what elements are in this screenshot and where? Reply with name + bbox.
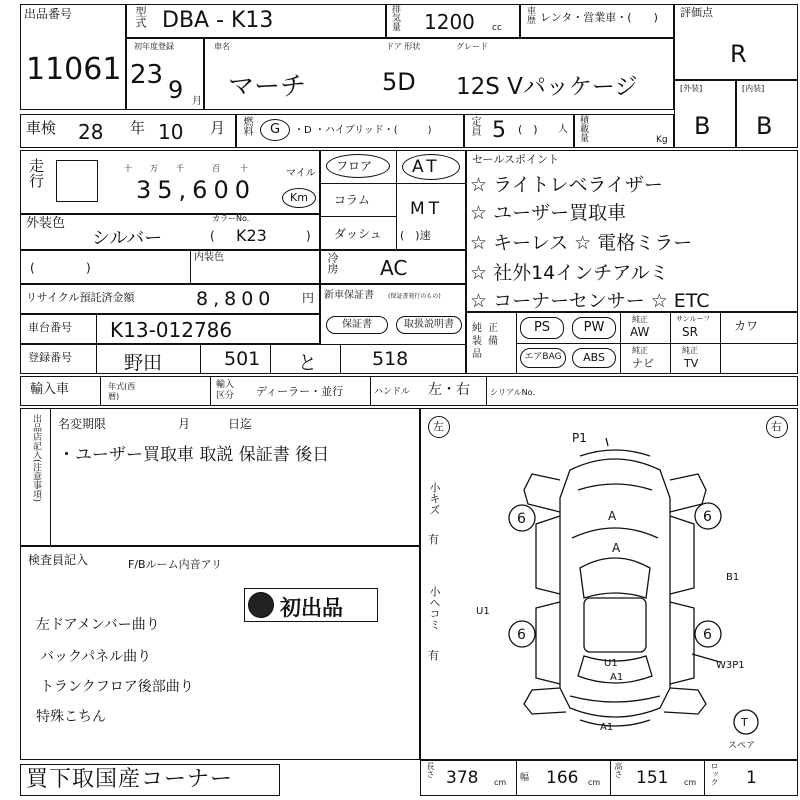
plate-div-1 xyxy=(96,344,97,374)
int-paren-open: ( xyxy=(30,261,35,275)
at-label: AT xyxy=(412,157,441,177)
serial-label: シリアルNo. xyxy=(490,388,535,397)
displacement-unit: cc xyxy=(492,23,502,33)
mark-b1: B1 xyxy=(726,572,740,583)
ext-grade-label: [外装] xyxy=(680,84,703,93)
load-unit: Kg xyxy=(656,135,668,145)
inspector-note-2: バックパネル曲り xyxy=(40,649,152,665)
height-unit: cm xyxy=(684,778,697,787)
doors: 5D xyxy=(382,68,416,96)
color-paren-close: ) xyxy=(306,229,311,243)
color-no-label: カラーNo. xyxy=(212,214,250,223)
car-name: マーチ xyxy=(228,72,307,102)
first-reg-label: 初年度登録 xyxy=(134,42,174,51)
capacity-extra: ( ) xyxy=(518,123,538,136)
inspector-note-3: トランクフロア後部曲り xyxy=(40,679,194,695)
plate-div-2 xyxy=(200,344,201,374)
fuel-label: 燃料 xyxy=(241,116,252,136)
warranty-label: 新車保証書 xyxy=(324,290,374,301)
legend-small-dent: 小ヘコミ xyxy=(428,586,441,630)
int-grade: B xyxy=(756,112,773,140)
capacity-label: 定員 xyxy=(469,116,480,136)
speed-label: ( )速 xyxy=(400,229,431,242)
inspection-month-suffix: 月 xyxy=(210,119,226,137)
color-no: K23 xyxy=(236,226,267,245)
diagram-left-label: 左 xyxy=(433,420,444,433)
dim-div-3 xyxy=(704,760,705,796)
length-label: 長さ xyxy=(426,762,435,778)
mark-a1-1: A1 xyxy=(600,722,614,733)
length-value: 378 xyxy=(446,768,479,788)
import-div-3 xyxy=(370,376,371,406)
legend-have-1: 有 xyxy=(428,533,439,546)
mileage-km-label: Km xyxy=(290,191,308,204)
width-label: 幅 xyxy=(520,773,530,783)
dash-label: ダッシュ xyxy=(334,227,382,241)
grade-name-label: グレード xyxy=(456,42,488,51)
ext-color-label: 外装色 xyxy=(26,216,66,231)
equip-pw: PW xyxy=(572,317,616,339)
int-color-divider xyxy=(190,250,191,284)
chassis-divider xyxy=(96,314,97,344)
history-label: 車歴 xyxy=(525,6,535,24)
inspection-month: 10 xyxy=(158,120,184,144)
history-options: レンタ・営業車・( ) xyxy=(540,11,658,24)
fuel-g: G xyxy=(270,122,281,137)
diagram-right-label: 右 xyxy=(771,420,782,433)
deadline-day: 日迄 xyxy=(228,417,253,431)
plate-div-3 xyxy=(270,344,271,374)
equip-aw-top: 純正 xyxy=(632,315,648,324)
int-color-label: 内装色 xyxy=(194,252,224,263)
int-paren-close: ) xyxy=(86,261,91,275)
equip-aw: AW xyxy=(630,325,650,339)
mileage-unit-1: 十 xyxy=(124,164,132,173)
shift-divider xyxy=(396,150,397,250)
recycle-label: リサイクル預託済金額 xyxy=(26,291,135,304)
sales-points-title: セールスポイント xyxy=(472,153,560,166)
lock-label: ロック xyxy=(710,762,719,786)
recycle-value: 8,800 xyxy=(196,288,276,310)
plate-region: 野田 xyxy=(124,352,163,374)
mark-6-4: 6 xyxy=(703,627,712,643)
exhibitor-divider xyxy=(50,408,51,546)
grade-name: 12S Vパッケージ xyxy=(456,74,638,100)
length-unit: cm xyxy=(494,778,507,787)
chassis-value: K13-012786 xyxy=(110,318,233,342)
mileage-unit-4: 百 xyxy=(212,164,220,173)
mileage-digit-box xyxy=(56,160,98,202)
warranty-sub: (保証書発行のもの) xyxy=(388,293,441,300)
model-label: 型式 xyxy=(134,6,147,28)
spare-mark: T xyxy=(741,716,748,729)
mark-a-2: A xyxy=(612,541,621,555)
exhibitor-side-label: 出品店記入(注意事項) xyxy=(31,414,41,503)
import-div-1 xyxy=(100,376,101,406)
grade-label: 評価点 xyxy=(680,6,713,19)
sales-point-4: ☆ 社外14インチアルミ xyxy=(470,262,669,284)
stamp-text: 初出品 xyxy=(280,596,343,620)
capacity-unit: 人 xyxy=(558,124,568,135)
equip-tv-top: 純正 xyxy=(682,346,698,355)
mileage-mile-label: マイル xyxy=(286,168,316,179)
ext-color-value: シルバー xyxy=(92,228,163,249)
int-grade-label: [内装] xyxy=(742,84,765,93)
capacity-value: 5 xyxy=(492,118,506,143)
mark-w3p1: W3P1 xyxy=(716,660,745,671)
shift-line-2 xyxy=(320,216,396,217)
exhibitor-note: ・ユーザー買取車 取説 保証書 後日 xyxy=(58,445,330,465)
car-name-label: 車名 xyxy=(214,42,230,51)
mark-u1-2: U1 xyxy=(604,658,618,669)
sales-point-3: ☆ キーレス ☆ 電格ミラー xyxy=(470,232,693,254)
mileage-value: 35,600 xyxy=(136,176,256,204)
mark-u1-1: U1 xyxy=(476,606,490,617)
inspector-label: 検査員記入 xyxy=(28,553,89,567)
car-diagram xyxy=(420,408,798,760)
dim-div-2 xyxy=(610,760,611,796)
mark-a-1: A xyxy=(608,509,617,523)
displacement-value: 1200 xyxy=(424,10,475,34)
mark-p1: P1 xyxy=(572,431,587,445)
model-code: DBA - K13 xyxy=(162,8,274,33)
mileage-label: 走行 xyxy=(27,158,45,188)
import-div-2 xyxy=(210,376,211,406)
import-year-label: 年式(西暦) xyxy=(108,382,136,401)
import-label: 輸入車 xyxy=(30,382,70,397)
width-unit: cm xyxy=(588,778,601,787)
mileage-unit-3: 千 xyxy=(176,164,184,173)
inspector-note-top: F/Bルーム内音アリ xyxy=(128,558,223,571)
inspector-note-4: 特殊こちん xyxy=(36,709,106,725)
mileage-unit-5: 十 xyxy=(240,164,248,173)
manual-book: 取扱説明書 xyxy=(396,316,462,334)
plate-kana: と xyxy=(298,352,318,374)
plate-class: 501 xyxy=(224,348,261,370)
handle-value: 左・右 xyxy=(428,382,470,398)
legend-have-2: 有 xyxy=(428,649,439,662)
int-color-box xyxy=(20,250,320,284)
fuel-options: ・D ・ハイブリッド・( ) xyxy=(294,125,432,136)
stamp-logo-icon xyxy=(248,592,274,618)
ext-grade: B xyxy=(694,112,711,140)
height-value: 151 xyxy=(636,768,669,788)
load-label: 積載量 xyxy=(578,115,588,142)
lot-label: 出品番号 xyxy=(24,7,73,21)
chassis-label: 車台番号 xyxy=(28,321,72,334)
equip-navi: ナビ xyxy=(632,357,654,370)
lot-number: 11061 xyxy=(26,52,122,87)
plate-label: 登録番号 xyxy=(28,351,72,364)
equip-abs: ABS xyxy=(572,348,616,368)
equip-mid-line xyxy=(516,343,798,344)
legend-small-scratch: 小キズ xyxy=(428,482,441,515)
handle-label: ハンドル xyxy=(374,387,411,397)
deadline-month: 月 xyxy=(178,417,191,431)
equip-ps: PS xyxy=(520,317,564,339)
ac-value: AC xyxy=(380,256,408,280)
shift-line-1 xyxy=(320,183,466,184)
first-reg-month-suffix: 月 xyxy=(192,96,202,107)
first-reg-year: 23 xyxy=(130,60,164,90)
mark-a1-2: A1 xyxy=(610,672,624,683)
width-value: 166 xyxy=(546,768,579,788)
displacement-label: 排気量 xyxy=(390,4,400,31)
sales-point-2: ☆ ユーザー買取車 xyxy=(470,202,627,224)
plate-div-4 xyxy=(340,344,341,374)
mark-6-1: 6 xyxy=(517,511,526,527)
column-label: コラム xyxy=(334,193,370,207)
equip-tv: TV xyxy=(684,357,699,370)
equipment-label: 純正装備品 xyxy=(472,323,504,360)
sales-point-5: ☆ コーナーセンサー ☆ ETC xyxy=(470,290,710,312)
import-category-value: ディーラー・並行 xyxy=(256,385,344,398)
mark-6-3: 6 xyxy=(517,627,526,643)
mark-6-2: 6 xyxy=(703,509,712,525)
mileage-unit-2: 万 xyxy=(150,164,158,173)
footer-title: 買下取国産コーナー xyxy=(26,767,234,792)
equip-navi-top: 純正 xyxy=(632,346,648,355)
spare-label: スペア xyxy=(728,741,756,751)
warranty-book: 保証書 xyxy=(326,316,388,334)
door-label: ドア 形状 xyxy=(386,42,421,51)
height-label: 高さ xyxy=(614,762,623,778)
dim-div-1 xyxy=(516,760,517,796)
import-div-4 xyxy=(486,376,487,406)
color-paren-open: ( xyxy=(210,229,215,243)
equip-sr: SR xyxy=(682,325,698,339)
mt-label: MT xyxy=(410,199,444,219)
grade-value: R xyxy=(730,40,747,68)
inspection-year: 28 xyxy=(78,120,104,144)
inspection-label: 車検 xyxy=(26,119,57,137)
import-category-label: 輸入区分 xyxy=(216,380,235,401)
equip-kawa: カワ xyxy=(734,319,759,333)
equip-sr-top: サンルーフ xyxy=(676,315,711,323)
lock-value: 1 xyxy=(746,768,757,788)
ac-label: 冷房 xyxy=(326,252,339,274)
inspection-year-suffix: 年 xyxy=(130,119,146,137)
recycle-unit: 円 xyxy=(302,291,315,305)
first-reg-month: 9 xyxy=(168,76,184,104)
equip-airbag: エアBAG xyxy=(520,348,566,368)
inspector-note-1: 左ドアメンバー曲り xyxy=(36,617,160,633)
sales-point-1: ☆ ライトレベライザー xyxy=(470,174,663,196)
deadline-label: 名変期限 xyxy=(58,417,107,431)
floor-label: フロア xyxy=(336,159,373,173)
plate-number: 518 xyxy=(372,348,409,370)
